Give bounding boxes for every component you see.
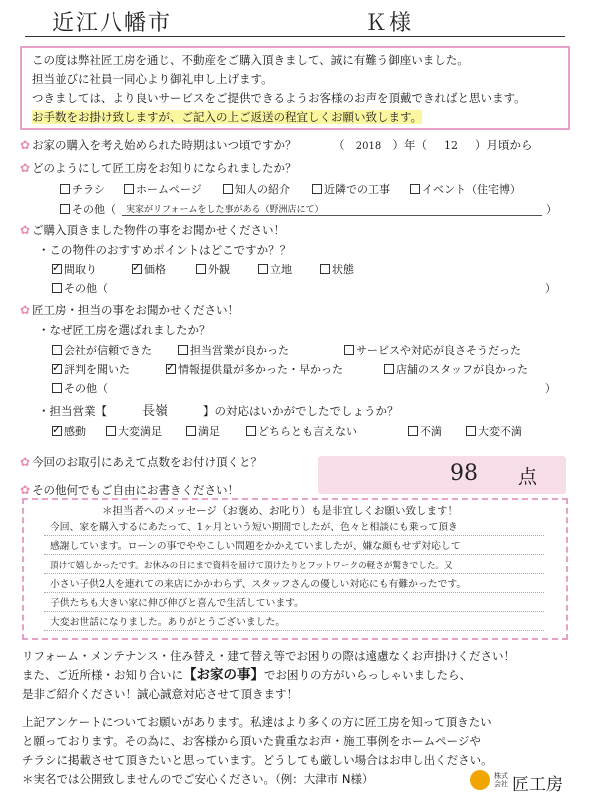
other-close-paren: ） [545, 382, 556, 395]
company-logo: 匠工房 [512, 775, 563, 795]
flower-icon: ✿ [20, 455, 31, 469]
option-store-staff[interactable]: 店舗のスタッフが良かった [384, 362, 528, 377]
message-ruled-line [44, 630, 544, 631]
flower-icon: ✿ [20, 161, 31, 175]
message-box [22, 498, 568, 640]
option-reputation[interactable]: ✓ 評判を聞いた [52, 361, 130, 376]
option-other[interactable]: その他（ [60, 202, 116, 217]
answer-purchase-time: （ 2018 ）年（ 12 ）月頃から [333, 137, 533, 155]
check-mark-icon: ✓ [166, 361, 176, 374]
other-close-paren: ） [545, 282, 556, 295]
company-logo-icon [470, 770, 490, 790]
answer-month: 12 [444, 139, 458, 152]
message-ruled-line [44, 592, 544, 593]
message-line-4: 小さい子供2人を連れての来店にかかわらず、スタッフさんの優しい対応にも有難かったです。 [50, 579, 467, 590]
score-value: 98 [450, 461, 478, 486]
footer-house-highlight: 【お家の事】 [183, 667, 264, 683]
question-how-known: ✿ どのようにして匠工房をお知りになられましたか？ [20, 161, 297, 175]
message-ruled-line [44, 573, 544, 574]
option-other-property[interactable]: その他（ [52, 281, 108, 296]
option-very-dissatisfied[interactable]: 大変不満 [466, 424, 522, 439]
answer-year: 2018 [355, 141, 382, 152]
footer-line-5: と願っております。その為に、お客様から頂いた貴重なお声・施工事例をホームページや [22, 734, 481, 748]
option-exterior[interactable]: 外観 [196, 262, 230, 277]
question-agent-response: ・担当営業【 長嶺 】の対応はいかがでしたでしょうか？ [38, 404, 399, 419]
intro-box [20, 46, 570, 130]
message-line-6: 大変お世話になりました。ありがとうございました。 [50, 617, 286, 628]
customer-city: 近江八幡市 [52, 11, 173, 36]
option-other-company[interactable]: その他（ [52, 381, 108, 396]
option-floor-plan[interactable]: ✓ 間取り [52, 261, 97, 276]
option-trustworthy[interactable]: 会社が信頼できた [52, 343, 152, 358]
intro-line-4: お手数をお掛け致しますが、ご記入の上ご返送の程宜しくお願い致します。 [32, 110, 423, 124]
footer-line-3: 是非ご紹介ください！誠心誠意対応させて頂きます！ [22, 687, 298, 701]
flower-icon: ✿ [20, 483, 31, 497]
flower-icon: ✿ [20, 138, 31, 152]
score-unit: 点 [518, 466, 538, 488]
intro-line-1: この度は弊社匠工房を通じ、不動産をご購入頂きまして、誠に有難う御座いました。 [32, 53, 469, 67]
subquestion-recommend-points: ・この物件のおすすめポイントはどこですか？？ [38, 243, 292, 257]
footer-line-4: 上記アンケートについてお願いがあります。私達はより多くの方に匠工房を知って頂きたい [22, 715, 492, 729]
message-ruled-line [44, 535, 544, 536]
option-referral[interactable]: 知人の紹介 [223, 182, 290, 197]
other-underline [122, 215, 542, 216]
question-property: ✿ ご購入頂きました物件の事をお聞かせください！ [20, 223, 286, 237]
flower-icon: ✿ [20, 303, 31, 317]
option-neutral[interactable]: どちらとも言えない [246, 424, 357, 439]
option-very-satisfied[interactable]: 大変満足 [106, 424, 162, 439]
option-event[interactable]: イベント（住宅博） [410, 182, 521, 197]
check-mark-icon: ✓ [132, 261, 142, 274]
option-condition[interactable]: 状態 [320, 262, 354, 277]
footer-line-1: リフォーム・メンテナンス・住み替え・建て替え等でお困りの際は遠慮なくお声掛けください！ [22, 649, 515, 663]
option-price[interactable]: ✓ 価格 [132, 261, 166, 276]
option-dissatisfied[interactable]: 不満 [408, 424, 442, 439]
question-purchase-time: ✿ お家の購入を考え始められた時期はいつ頃ですか？ [20, 138, 297, 152]
footer-line-6: チラシに掲載させて頂きたいと思っています。どうしても厳しい場合はお申し出ください。 [22, 753, 493, 767]
message-ruled-line [44, 554, 544, 555]
message-heading: ＊担当者へのメッセージ（お褒め、お叱り）も是非宜しくお願い致します！ [102, 505, 458, 517]
question-company: ✿ 匠工房・担当の事をお聞かせください！ [20, 303, 240, 317]
intro-line-2: 担当並びに社員一同心より御礼申し上げます。 [32, 72, 273, 86]
option-impressed[interactable]: ✓ 感動 [52, 423, 86, 438]
footer-line-7: ＊実名では公開致しませんのでご安心ください。（例：大津市 N様） [22, 772, 374, 786]
option-good-service[interactable]: サービスや対応が良さそうだった [344, 343, 521, 358]
message-ruled-line [44, 611, 544, 612]
flower-icon: ✿ [20, 223, 31, 237]
question-score: ✿ 今回のお取引にあえて点数をお付け頂くと？ [20, 455, 263, 469]
check-mark-icon: ✓ [52, 361, 62, 374]
header-underline [25, 36, 565, 37]
option-good-agent[interactable]: 担当営業が良かった [178, 343, 289, 358]
company-type: 株式会社 [494, 772, 508, 788]
question-free-comment: ✿ その他何でもご自由にお書きください！ [20, 483, 240, 497]
option-satisfied[interactable]: 満足 [186, 424, 220, 439]
other-close-paren: ） [546, 203, 557, 216]
other-answer-text: 実家がリフォームをした事がある（野洲店にて） [126, 205, 324, 215]
score-box [318, 456, 566, 494]
message-line-3: 頂けて嬉しかったです。お休みの日にまで資料を届けて頂けたりとフットワークの軽さが驚きでした。又 [50, 561, 453, 571]
agent-name: 長嶺 [141, 404, 168, 419]
check-mark-icon: ✓ [52, 261, 62, 274]
footer-line-2: また、ご近所様・お知り合いに【お家の事】でお困りの方がいらっしゃいましたら、 [22, 667, 471, 683]
option-homepage[interactable]: ホームページ [124, 182, 202, 197]
customer-name: Ｋ様 [365, 11, 414, 36]
check-mark-icon: ✓ [52, 423, 62, 436]
message-line-2: 感謝しています。ローンの事でややこしい問題をかかえていましたが、嫌な顔もせず対応して [50, 541, 461, 552]
subquestion-why-chosen: ・なぜ匠工房を選ばれましたか？ [38, 323, 211, 337]
message-line-1: 今回、家を購入するにあたって、1ヶ月という短い期間でしたが、色々と相談にも乗って頂き [50, 522, 458, 533]
option-nearby-construction[interactable]: 近隣での工事 [312, 182, 390, 197]
option-flyer[interactable]: チラシ [60, 182, 105, 197]
message-line-5: 子供たちも大きい家に伸び伸びと喜んで生活しています。 [50, 598, 304, 609]
intro-line-3: つきましては、より良いサービスをご提供できるようお客様のお声を頂戴できればと思います。 [32, 91, 526, 105]
option-location[interactable]: 立地 [258, 262, 292, 277]
option-information[interactable]: ✓ 情報提供量が多かった・早かった [166, 361, 343, 376]
